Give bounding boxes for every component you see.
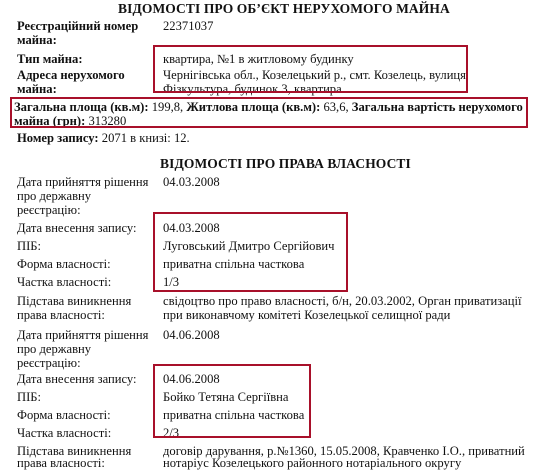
decision-label-line2: про державну [17, 189, 92, 203]
total-cost-label-line1: Загальна вартість нерухомого [351, 100, 523, 114]
share-value: 1/3 [163, 275, 180, 289]
entry-date-label: Дата внесення запису: [17, 221, 137, 235]
basis-line2: при виконавчому комітеті Козелецької селищної ради [163, 308, 451, 322]
area-living-value: 63,6, [323, 100, 349, 114]
entry-date: 04.03.2008 [163, 221, 220, 235]
name-label: ПІБ: [17, 390, 42, 404]
ownership-form: приватна спільна часткова [163, 408, 305, 422]
address-value-line2: Фізкультура, будинок 3, квартира [163, 82, 342, 96]
reg-number-value: 22371037 [163, 19, 214, 33]
record-number-line [17, 131, 190, 145]
entry-date-label: Дата внесення запису: [17, 372, 137, 386]
reg-number-label-line2: майна: [17, 33, 57, 47]
basis-label-line2: права власності: [17, 308, 105, 322]
area-total-value: 199,8, [151, 100, 184, 114]
rights-section-title: ВІДОМОСТІ ПРО ПРАВА ВЛАСНОСТІ [160, 156, 411, 171]
decision-date: 04.03.2008 [163, 175, 220, 189]
owner-name: Луговський Дмитро Сергійович [163, 239, 335, 253]
type-label: Тип майна: [17, 52, 83, 66]
basis-label-line2: права власності: [17, 456, 105, 470]
total-cost-label-line2: майна (грн): [14, 114, 86, 128]
reg-number-label-line1: Реєстраційний номер [17, 19, 139, 33]
highlight-box-record-2 [153, 364, 311, 438]
address-label-line1: Адреса нерухомого [17, 68, 125, 82]
ownership-form-label: Форма власності: [17, 408, 111, 422]
record-number-value: 2071 в книзі: 12. [101, 131, 190, 145]
decision-date: 04.06.2008 [163, 328, 220, 342]
basis-line1: свідоцтво про право власності, б/н, 20.03.2002, Орган приватизації [163, 294, 522, 308]
owner-name: Бойко Тетяна Сергіївна [163, 390, 289, 404]
address-label-line2: майна: [17, 82, 57, 96]
object-section-title: ВІДОМОСТІ ПРО ОБ’ЄКТ НЕРУХОМОГО МАЙНА [118, 1, 450, 16]
basis-label-line1: Підстава виникнення [17, 294, 132, 308]
address-value-line1: Чернігівська обл., Козелецький р., смт. Козелець, вулиця [163, 68, 466, 82]
highlight-box-type-address [153, 45, 468, 93]
total-cost-value: 313280 [88, 114, 127, 128]
type-value: квартира, №1 в житловому будинку [163, 52, 354, 66]
ownership-form-label: Форма власності: [17, 257, 111, 271]
basis-line2: нотаріус Козелецького районного нотаріального округу [163, 456, 462, 470]
decision-label-line1: Дата прийняття рішення [17, 175, 149, 189]
share-label: Частка власності: [17, 275, 112, 289]
share-label: Частка власності: [17, 426, 112, 440]
ownership-form: приватна спільна часткова [163, 257, 305, 271]
basis-line1: договір дарування, р.№1360, 15.05.2008, Кравченко І.О., приватний [163, 444, 525, 458]
decision-label-line1: Дата прийняття рішення [17, 328, 149, 342]
area-living-label: Житлова площа (кв.м): [186, 100, 321, 114]
basis-label-line1: Підстава виникнення [17, 444, 132, 458]
decision-label-line3: реєстрацію: [17, 356, 81, 370]
share-value: 2/3 [163, 426, 180, 440]
decision-label-line3: реєстрацію: [17, 203, 81, 217]
decision-label-line2: про державну [17, 342, 92, 356]
highlight-box-record-1 [153, 212, 348, 292]
entry-date: 04.06.2008 [163, 372, 220, 386]
record-number-label: Номер запису: [17, 131, 99, 145]
highlight-box-area [10, 97, 528, 128]
name-label: ПІБ: [17, 239, 42, 253]
area-total-label: Загальна площа (кв.м): [14, 100, 149, 114]
